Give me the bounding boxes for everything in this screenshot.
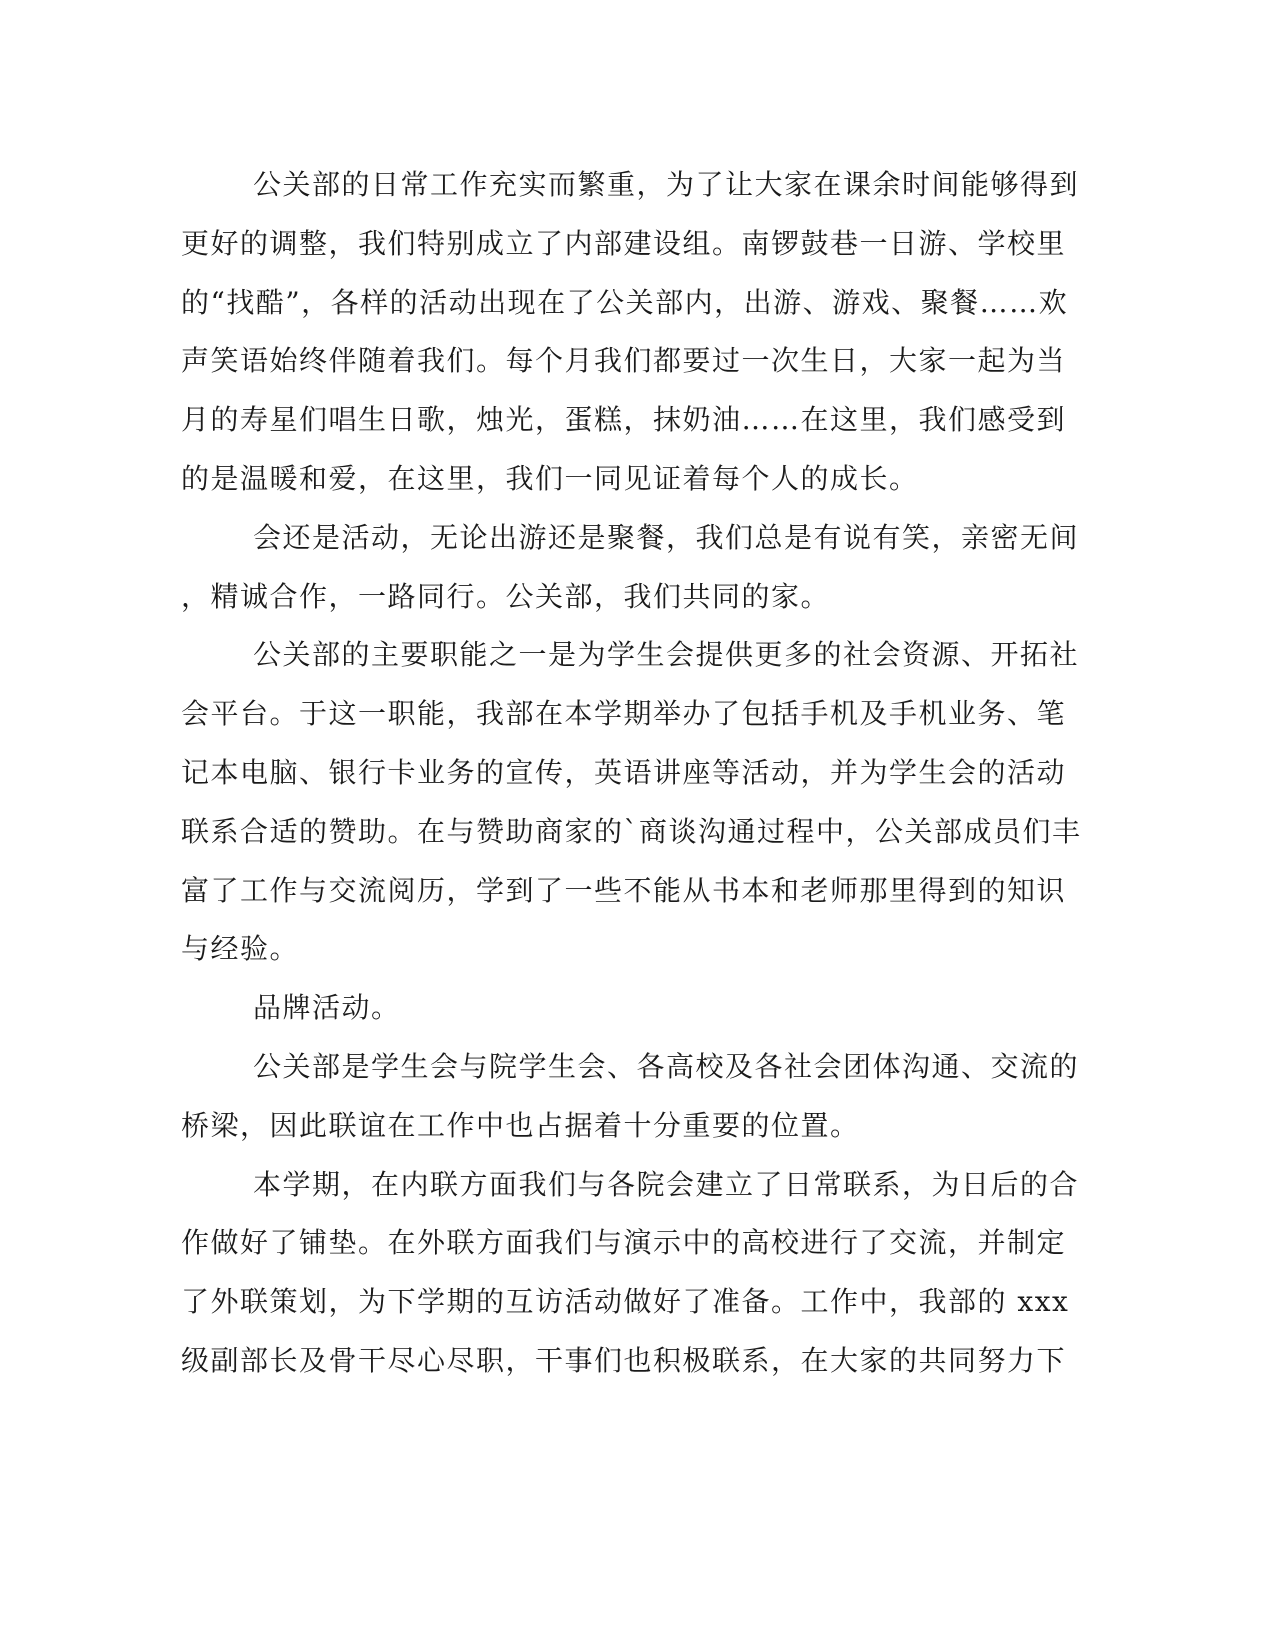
- text-line: 公关部的主要职能之一是为学生会提供更多的社会资源、开拓社: [253, 638, 1080, 672]
- text-line: 富了工作与交流阅历，学到了一些不能从书本和老师那里得到的知识: [181, 873, 1067, 907]
- text-line: 会平台。于这一职能，我部在本学期举办了包括手机及手机业务、笔: [181, 697, 1067, 731]
- text-line: 联系合适的赞助。在与赞助商家的`商谈沟通过程中，公关部成员们丰: [181, 814, 1082, 848]
- text-line: 本学期，在内联方面我们与各院会建立了日常联系，为日后的合: [253, 1167, 1080, 1201]
- text-line: 桥梁，因此联谊在工作中也占据着十分重要的位置。: [181, 1108, 860, 1142]
- text-line: 记本电脑、银行卡业务的宣传，英语讲座等活动，并为学生会的活动: [181, 755, 1067, 789]
- text-line: 公关部的日常工作充实而繁重，为了让大家在课余时间能够得到: [253, 168, 1080, 201]
- text-line: 作做好了铺垫。在外联方面我们与演示中的高校进行了交流，并制定: [181, 1226, 1067, 1260]
- document-body: [181, 156, 1082, 1391]
- text-line: 与经验。: [181, 932, 300, 966]
- text-line: 公关部是学生会与院学生会、各高校及各社会团体沟通、交流的: [253, 1049, 1080, 1083]
- text-line: 更好的调整，我们特别成立了内部建设组。南锣鼓巷一日游、学校里: [181, 226, 1067, 260]
- text-line: 的是温暖和爱，在这里，我们一同见证着每个人的成长。: [181, 461, 919, 495]
- text-line: ，精诚合作，一路同行。公关部，我们共同的家。: [181, 579, 831, 613]
- text-line: 了外联策划，为下学期的互访活动做好了准备。工作中，我部的 xxx: [181, 1285, 1070, 1319]
- text-line: 品牌活动。: [253, 991, 401, 1025]
- text-line: 声笑语始终伴随着我们。每个月我们都要过一次生日，大家一起为当: [181, 344, 1067, 378]
- text-line: 月的寿星们唱生日歌，烛光，蛋糕，抹奶油……在这里，我们感受到: [181, 403, 1067, 437]
- text-line: 级副部长及骨干尽心尽职，干事们也积极联系，在大家的共同努力下: [181, 1343, 1067, 1377]
- text-line: 会还是活动，无论出游还是聚餐，我们总是有说有笑，亲密无间: [253, 520, 1080, 554]
- text-line: 的“找酷”，各样的活动出现在了公关部内，出游、游戏、聚餐……欢: [181, 285, 1069, 319]
